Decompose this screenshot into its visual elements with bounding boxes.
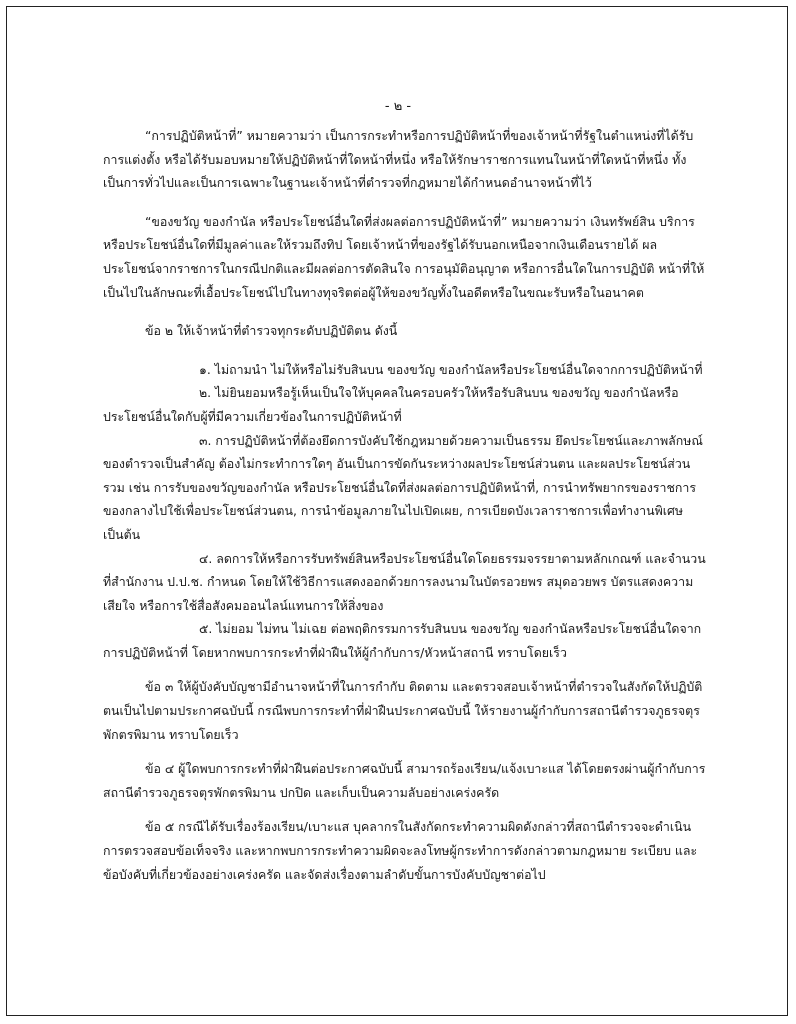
clause-2-item-3: ๓. การปฏิบัติหน้าที่ต้องยึดการบังคับใช้กฎหมายด้วยความเป็นธรรม ยึดประโยชน์และภาพลักษณ์ของตำรวจเป็นสำคัญ ต้องไม่กระทำการใดๆ อันเป็นการขัดกันระหว่างผลประโยชน์ส่วนตน และผลประโยชน์ส่วนรวม เช่น การรับของขวัญของกำนัล หรือประโยชน์อื่นใดที่ส่งผลต่อการปฏิบัติหน้าที่, การนำทรัพยากรของราชการของกลางไปใช้เพื่อประโยชน์ส่วนตน, การนำข้อมูลภายในไปเปิดเผย, การเบียดบังเวลาราชการเพื่อทำงานพิเศษ เป็นต้น bbox=[103, 432, 703, 542]
clause-4: ข้อ ๔ ผู้ใดพบการกระทำที่ฝ่าฝืนต่อประกาศฉบับนี้ สามารถร้องเรียน/แจ้งเบาะแส ได้โดยตรงผ่านผู้กำกับการสถานีตำรวจภูธรจตุรพักตรพิมาน ปกปิด และเก็บเป็นความลับอย่างเคร่งครัด bbox=[103, 761, 706, 800]
clause-2-heading: ข้อ ๒ ให้เจ้าหน้าที่ตำรวจทุกระดับปฏิบัติตน ดังนี้ bbox=[145, 323, 398, 339]
definition-performance-of-duty: “การปฏิบัติหน้าที่” หมายความว่า เป็นการกระทำหรือการปฏิบัติหน้าที่ของเจ้าหน้าที่รัฐในตำแหน่งที่ได้รับการแต่งตั้ง หรือได้รับมอบหมายให้ปฏิบัติหน้าที่ใดหน้าที่หนึ่ง หรือให้รักษาราชการแทนในหน้าที่ใดหน้าที่หนึ่ง ทั้งเป็นการทั่วไปและเป็นการเฉพาะในฐานะเจ้าหน้าที่ตำรวจที่กฎหมายได้กำหนดอำนาจหน้าที่ไว้ bbox=[103, 128, 694, 191]
clause-2-item-4: ๔. ลดการให้หรือการรับทรัพย์สินหรือประโยชน์อื่นใดโดยธรรมจรรยาตามหลักเกณฑ์ และจำนวนที่สำนักงาน ป.ป.ช. กำหนด โดยให้ใช้วิธีการแสดงออกด้วยการลงนามในบัตรอวยพร สมุดอวยพร บัตรแสดงความเสียใจ หรือการใช้สื่อสังคมออนไลน์แทนการให้สิ่งของ bbox=[103, 550, 706, 613]
clause-2-item-5: ๕. ไม่ยอม ไม่ทน ไม่เฉย ต่อพฤติกรรมการรับสินบน ของขวัญ ของกำนัลหรือประโยชน์อื่นใดจากการปฏิบัติหน้าที่ โดยหากพบการกระทำที่ฝ่าฝืนให้ผู้กำกับการ/หัวหน้าสถานี ทราบโดยเร็ว bbox=[103, 621, 702, 660]
clause-3: ข้อ ๓ ให้ผู้บังคับบัญชามีอำนาจหน้าที่ในการกำกับ ติดตาม และตรวจสอบเจ้าหน้าที่ตำรวจในสังกัดให้ปฏิบัติตนเป็นไปตามประกาศฉบับนี้ กรณีพบการกระทำที่ฝ่าฝืนประกาศฉบับนี้ ให้รายงานผู้กำกับการสถานีตำรวจภูธรจตุรพักตรพิมาน ทราบโดยเร็ว bbox=[103, 679, 703, 742]
definition-gifts-and-benefits: “ของขวัญ ของกำนัล หรือประโยชน์อื่นใดที่ส่งผลต่อการปฏิบัติหน้าที่” หมายความว่า เงินทรัพย์สิน บริการหรือประโยชน์อื่นใดที่มีมูลค่าและให้รวมถึงทิป โดยเจ้าหน้าที่ของรัฐได้รับนอกเหนือจากเงินเดือนรายได้ ผลประโยชน์จากราชการในกรณีปกติและมีผลต่อการตัดสินใจ การอนุมัติอนุญาต หรือการอื่นใดในการปฏิบัติ หน้าที่ให้เป็นไปในลักษณะที่เอื้อประโยชน์ไปในทางทุจริตต่อผู้ให้ของขวัญทั้งในอดีตหรือในขณะรับหรือในอนาคต bbox=[103, 213, 705, 300]
clause-5: ข้อ ๕ กรณีได้รับเรื่องร้องเรียน/เบาะแส บุคลากรในสังกัดกระทำความผิดดังกล่าวที่สถานีตำรวจจะดำเนินการตรวจสอบข้อเท็จจริง และหากพบการกระทำความผิดจะลงโทษผู้กระทำการดังกล่าวตามกฎหมาย ระเบียบ และข้อบังคับที่เกี่ยวข้องอย่างเคร่งครัด และจัดส่งเรื่องตามลำดับขั้นการบังคับบัญชาต่อไป bbox=[103, 819, 698, 882]
clause-2-item-2: ๒. ไม่ยินยอมหรือรู้เห็นเป็นใจให้บุคคลในครอบครัวให้หรือรับสินบน ของขวัญ ของกำนัลหรือประโยชน์อื่นใดกับผู้ที่มีความเกี่ยวข้องในการปฏิบัติหน้าที่ bbox=[103, 385, 679, 424]
document-body bbox=[103, 124, 709, 886]
page-number: - ๒ - bbox=[384, 99, 412, 114]
clause-2-item-1: ๑. ไม่ถามนำ ไม่ให้หรือไม่รับสินบน ของขวัญ ของกำนัลหรือประโยชน์อื่นใดจากการปฏิบัติหน้าที่ bbox=[199, 361, 703, 377]
